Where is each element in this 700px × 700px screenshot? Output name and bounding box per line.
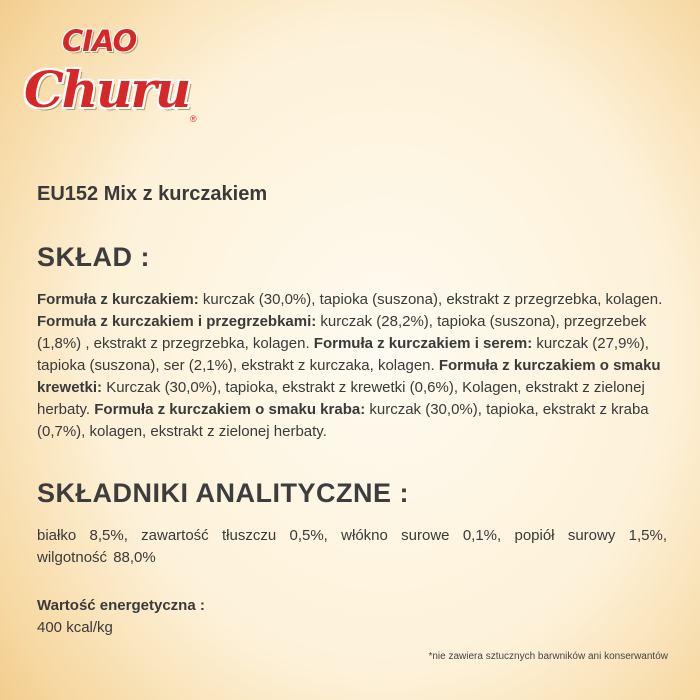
footnote: *nie zawiera sztucznych barwników ani konserwantów [428, 651, 668, 662]
brand-logo [24, 22, 199, 122]
formula-shrimp-label: Formuła z kurczakiem o smaku krewetki: [37, 357, 661, 396]
composition-text [37, 289, 667, 443]
energy-label: Wartość energetyczna : [37, 597, 205, 614]
logo-churu-text: Churu [24, 60, 190, 119]
formula-shrimp-text: Kurczak (30,0%), tapioka, ekstrakt z krewetki (0,6%), Kolagen, ekstrakt z zielonej herbaty. [37, 379, 645, 418]
analytical-heading: SKŁADNIKI ANALITYCZNE : [37, 478, 409, 508]
energy-value: 400 kcal/kg [37, 619, 113, 636]
formula-chicken-text: kurczak (30,0%), tapioka (suszona), ekstrakt z przegrzebka, kolagen. [198, 291, 663, 308]
analytical-text: białko 8,5%, zawartość tłuszczu 0,5%, włókno surowe 0,1%, popiół surowy 1,5%, wilgotność 88,0% [37, 527, 667, 566]
formula-crab-label: Formuła z kurczakiem o smaku kraba: [94, 401, 366, 418]
formula-cheese-text: kurczak (27,9%), tapioka (suszona), ser (2,1%), ekstrakt z kurczaka, kolagen. [37, 335, 649, 374]
product-title: EU152 Mix z kurczakiem [37, 183, 268, 205]
formula-cheese-label: Formuła z kurczakiem i serem: [313, 335, 533, 352]
formula-crab-text: kurczak (30,0%), tapioka, ekstrakt z kraba (0,7%), kolagen, ekstrakt z zielonej herbaty. [37, 401, 649, 440]
registered-mark: ® [190, 114, 197, 124]
composition-heading: SKŁAD : [37, 242, 150, 272]
formula-chicken-label: Formuła z kurczakiem: [37, 291, 199, 308]
formula-scallop-text: kurczak (28,2%), tapioka (suszona), przegrzebek (1,8%) , ekstrakt z przegrzebka, kolagen. [37, 313, 647, 352]
logo-ciao-text: CIAO [62, 24, 137, 58]
formula-scallop-label: Formuła z kurczakiem i przegrzebkami: [37, 313, 317, 330]
